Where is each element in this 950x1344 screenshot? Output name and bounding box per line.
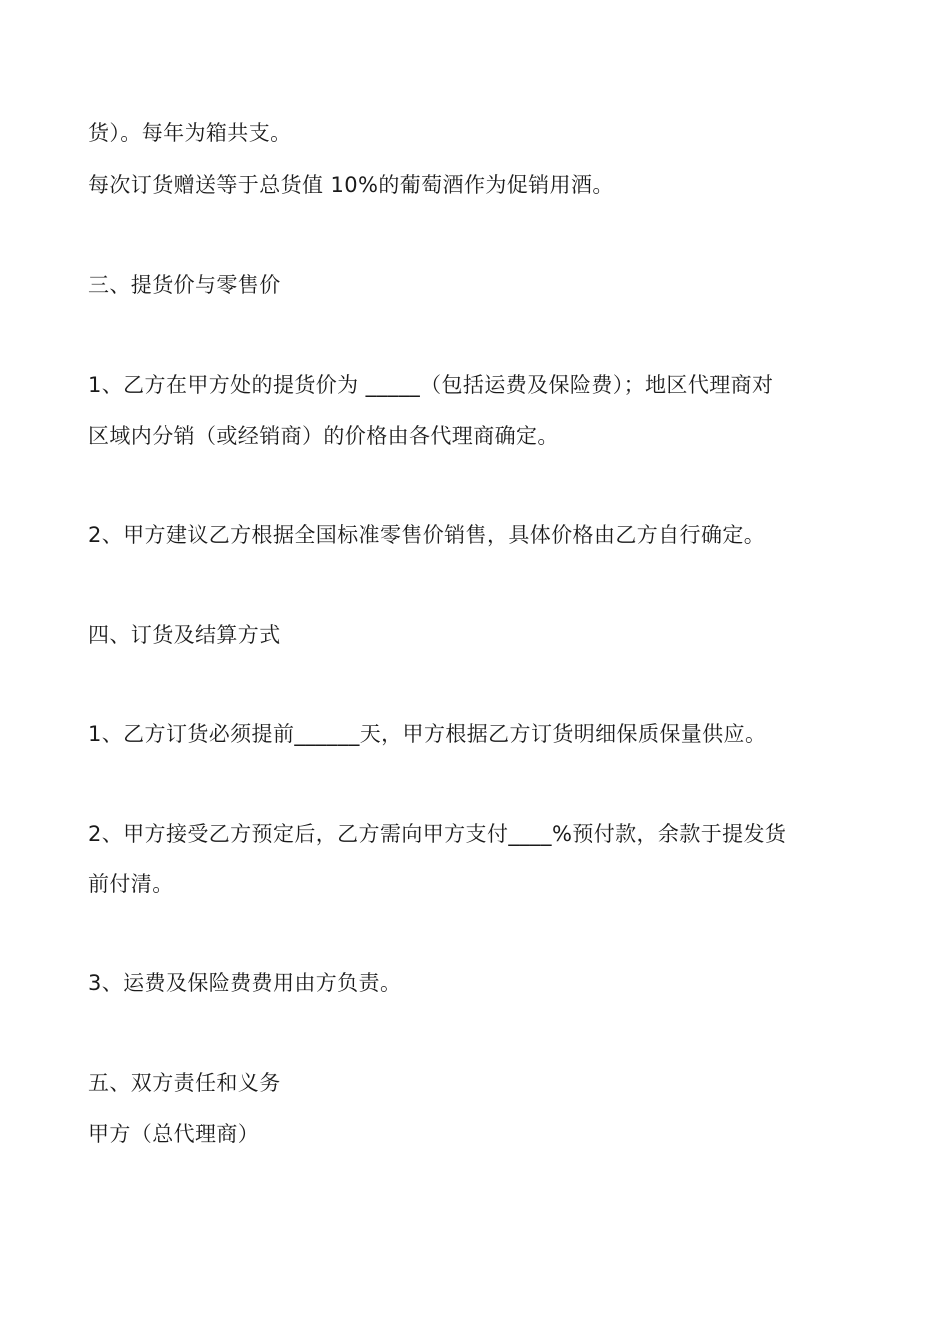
section-heading-4: 四、订货及结算方式 (88, 623, 281, 647)
party-a-label: 甲方（总代理商） (88, 1122, 260, 1146)
clause-3-1-line-2: 区域内分销（或经销商）的价格由各代理商确定。 (88, 424, 559, 448)
clause-3-2: 2、甲方建议乙方根据全国标准零售价销售，具体价格由乙方自行确定。 (88, 523, 766, 547)
section-heading-5: 五、双方责任和义务 (88, 1071, 281, 1095)
clause-3-1-line-1: 1、乙方在甲方处的提货价为 _____（包括运费及保险费）；地区代理商对 (88, 373, 774, 397)
clause-4-1: 1、乙方订货必须提前______天，甲方根据乙方订货明细保质保量供应。 (88, 722, 767, 746)
clause-4-2-line-1: 2、甲方接受乙方预定后，乙方需向甲方支付____%预付款，余款于提发货 (88, 822, 787, 846)
text-line-goods-yearly: 货）。每年为箱共支。 (88, 121, 292, 145)
section-heading-3: 三、提货价与零售价 (88, 273, 281, 297)
text-line-promotion-wine: 每次订货赠送等于总货值 10%的葡萄酒作为促销用酒。 (88, 173, 614, 197)
clause-4-2-line-2: 前付清。 (88, 872, 174, 896)
clause-4-3: 3、运费及保险费费用由方负责。 (88, 971, 402, 995)
